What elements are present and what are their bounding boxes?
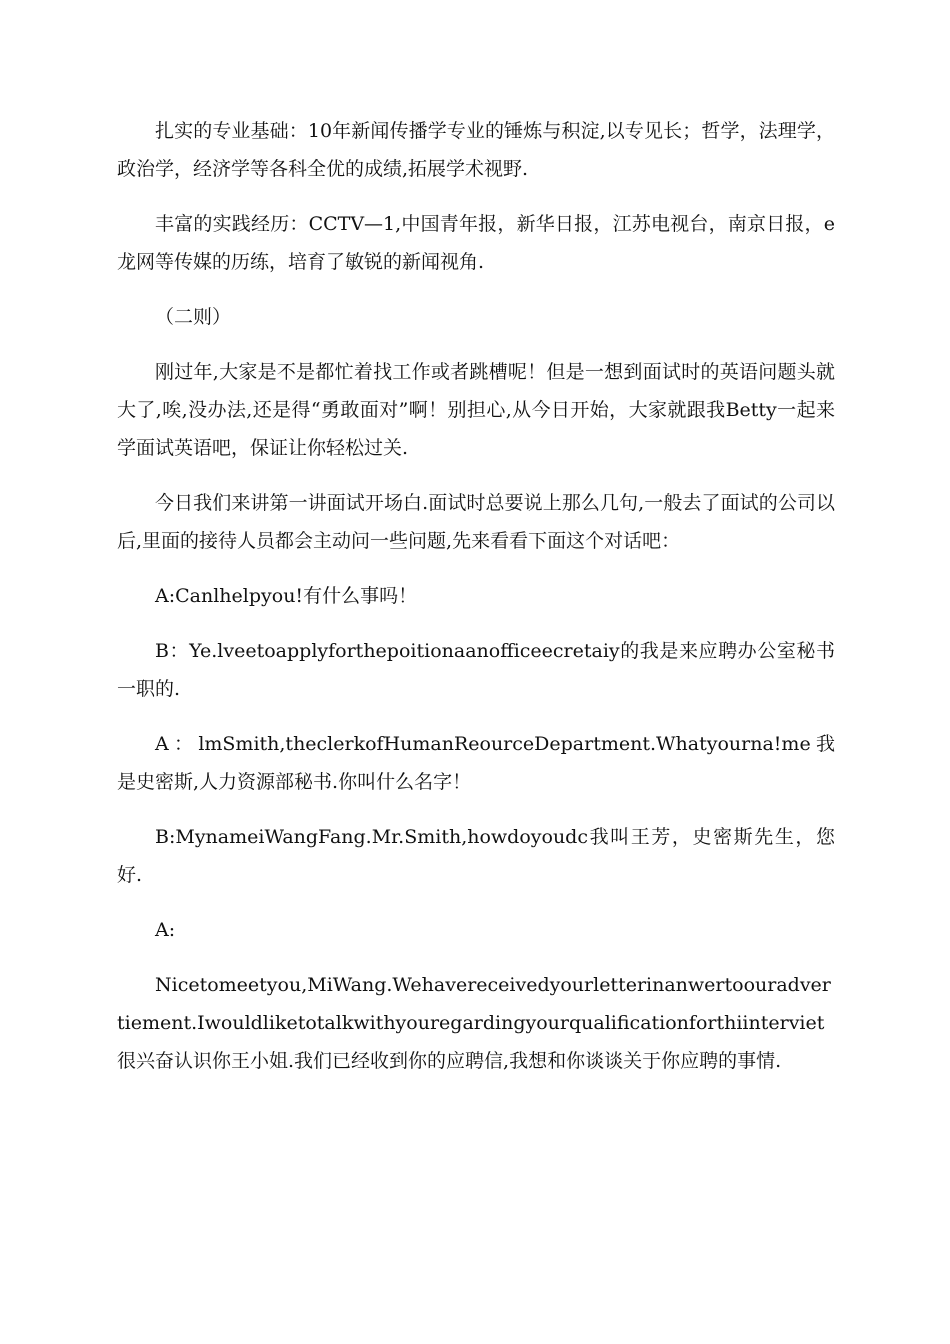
dialogue-line-a3-label: A: <box>155 919 176 941</box>
paragraph-lesson-one: 今日我们来讲第一讲面试开场白.面试时总要说上那么几句,一般去了面试的公司以后,里面的接待人员都会主动问一些问题,先来看看下面这个对话吧： <box>117 492 835 552</box>
dialogue-line-a1: A:Canlhelpyou!有什么事吗！ <box>155 585 418 607</box>
dialogue-line-a2: A：lmSmith,theclerkofHumanReourceDepartment.Whatyourna!me我是史密斯,人力资源部秘书.你叫什么名字！ <box>117 733 835 793</box>
document-body <box>117 112 835 1080</box>
section-heading: （二则） <box>155 306 232 328</box>
paragraph-professional-foundation: 扎实的专业基础：10年新闻传播学专业的锤炼与积淀,以专见长；哲学，法理学，政治学，经济学等各科全优的成绩,拓展学术视野. <box>117 120 835 180</box>
paragraph-practical-experience: 丰富的实践经历：CCTV—1,中国青年报，新华日报，江苏电视台，南京日报，e龙网等传媒的历练，培育了敏锐的新闻视角. <box>117 213 835 273</box>
dialogue-line-b1: B：Ye.lveetoapplyforthepoitionaanofficeecretaiy的我是来应聘办公室秘书一职的. <box>117 640 835 700</box>
paragraph-intro: 刚过年,大家是不是都忙着找工作或者跳槽呢！但是一想到面试时的英语问题头就大了,唉,没办法,还是得“勇敢面对”啊！别担心,从今日开始，大家就跟我Betty一起来学面试英语吧，保证让你轻松过关. <box>117 361 835 459</box>
dialogue-line-a3-text: Nicetomeetyou,MiWang.Wehavereceivedyourletterinanwertoouradvertiement.Iwouldliketotalkwithyouregardingyourqualificationforthiinterviet很兴奋认识你王小姐.我们已经收到你的应聘信,我想和你谈谈关于你应聘的事情. <box>117 974 831 1072</box>
dialogue-line-b2: B:MynameiWangFang.Mr.Smith,howdoyoudc我叫王芳，史密斯先生，您好. <box>117 826 835 886</box>
